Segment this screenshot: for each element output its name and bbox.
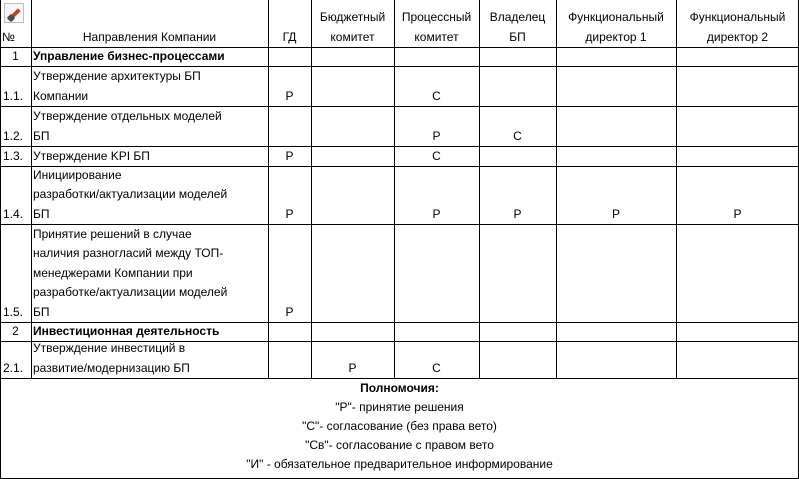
role-cell-gd[interactable]: Р (285, 304, 294, 319)
role-cell-process[interactable] (394, 48, 479, 66)
row-direction[interactable] (31, 48, 268, 66)
header-functional-director-1-line: Функциональный (568, 10, 664, 24)
row-direction[interactable] (31, 107, 268, 146)
role-cell-gd[interactable] (268, 342, 311, 378)
role-cell-func2[interactable] (676, 342, 799, 378)
row-direction-line: Утверждение KPI БП (33, 148, 150, 163)
row-number[interactable]: 1.5. (3, 304, 24, 319)
row-direction[interactable] (31, 167, 268, 224)
role-cell-func2[interactable] (676, 107, 799, 146)
role-cell-func1[interactable]: Р (611, 206, 620, 221)
row-direction-line: БП (33, 206, 50, 221)
role-cell-func1[interactable] (556, 107, 676, 146)
role-cell-owner[interactable] (479, 225, 556, 322)
header-direction[interactable]: Направления Компании (82, 29, 217, 44)
row-direction-line: наличия разногласий между ТОП- (33, 246, 224, 260)
row-number[interactable]: 1.3. (3, 148, 24, 163)
row-direction-line: Компании (33, 88, 89, 103)
row-direction-line: Утверждение инвестиций в (33, 342, 186, 355)
role-cell-func2[interactable] (676, 67, 799, 106)
role-cell-func1[interactable] (556, 323, 676, 341)
role-cell-func1[interactable] (556, 225, 676, 322)
row-direction-line: разработке/актуализации моделей (33, 285, 228, 299)
role-cell-budget[interactable] (311, 147, 394, 166)
role-cell-budget[interactable] (311, 323, 394, 341)
header-process-committee[interactable] (394, 0, 479, 47)
row-direction-line: разработки/актуализации моделей (33, 187, 228, 201)
role-cell-func2[interactable]: Р (733, 206, 742, 221)
role-cell-process[interactable]: С (432, 360, 441, 375)
role-cell-func2[interactable] (676, 225, 799, 322)
legend-item: "Св"- согласование с правом вето (305, 438, 494, 452)
row-direction-line: развитие/модернизацию БП (33, 360, 190, 375)
legend-item: "И" - обязательное предварительное информирование (246, 457, 553, 471)
header-process-owner[interactable] (479, 0, 556, 47)
row-direction-line: БП (33, 128, 50, 143)
role-cell-process[interactable]: Р (432, 206, 441, 221)
header-budget-committee[interactable] (311, 0, 394, 47)
role-cell-owner[interactable] (479, 147, 556, 166)
header-process-owner-line: БП (509, 29, 526, 44)
legend-item: "Р"- принятие решения (335, 400, 464, 414)
header-functional-director-1[interactable] (556, 0, 676, 47)
row-direction-line: Инвестиционная деятельность (33, 323, 220, 338)
header-functional-director-1-line: директор 1 (585, 29, 647, 44)
role-cell-owner[interactable] (479, 323, 556, 341)
role-cell-process[interactable] (394, 323, 479, 341)
legend (0, 379, 799, 474)
role-cell-budget[interactable] (311, 67, 394, 106)
header-budget-committee-line: комитет (330, 29, 375, 44)
row-direction-line: Утверждение архитектуры БП (33, 69, 201, 83)
role-cell-gd[interactable]: Р (285, 206, 294, 221)
row-direction-line: Управление бизнес-процессами (33, 48, 225, 63)
row-direction-line: менеджерами Компании при (33, 265, 193, 280)
row-direction-line: Принятие решений в случае (33, 226, 192, 241)
role-cell-func1[interactable] (556, 342, 676, 378)
role-cell-gd[interactable]: Р (285, 88, 294, 103)
role-cell-process[interactable]: С (432, 88, 441, 103)
row-direction-line: Инициирование (33, 167, 122, 182)
row-direction-line: БП (33, 304, 50, 319)
role-cell-budget[interactable] (311, 48, 394, 66)
role-cell-owner[interactable]: Р (513, 206, 522, 221)
header-budget-committee-line: Бюджетный (319, 10, 386, 24)
role-cell-budget[interactable]: Р (348, 360, 357, 375)
header-gd[interactable]: ГД (282, 29, 297, 44)
row-number[interactable]: 1.4. (3, 206, 24, 221)
row-direction[interactable] (31, 225, 268, 322)
header-functional-director-2-line: директор 2 (706, 29, 769, 44)
role-cell-owner[interactable] (479, 342, 556, 378)
role-cell-func1[interactable] (556, 48, 676, 66)
row-direction[interactable] (31, 147, 268, 166)
row-direction[interactable] (31, 342, 268, 378)
row-number[interactable]: 2.1. (3, 360, 24, 375)
row-number[interactable]: 2 (12, 323, 19, 338)
role-cell-func2[interactable] (676, 48, 799, 66)
row-number[interactable]: 1.1. (3, 88, 24, 103)
row-number[interactable]: 1 (12, 48, 19, 63)
role-cell-budget[interactable] (311, 225, 394, 322)
role-cell-owner[interactable] (479, 48, 556, 66)
header-process-committee-line: Процессный (401, 10, 472, 24)
header-functional-director-2-line: Функциональный (689, 10, 786, 24)
role-cell-gd[interactable]: Р (285, 148, 294, 163)
role-cell-func1[interactable] (556, 67, 676, 106)
header-process-owner-line: Владелец (489, 10, 546, 24)
role-cell-func1[interactable] (556, 147, 676, 166)
role-cell-func2[interactable] (676, 323, 799, 341)
role-cell-process[interactable]: Р (432, 128, 441, 143)
row-direction[interactable] (31, 323, 268, 341)
header-process-committee-line: комитет (414, 29, 459, 44)
row-number[interactable]: 1.2. (3, 128, 24, 143)
role-cell-budget[interactable] (311, 107, 394, 146)
role-cell-budget[interactable] (311, 167, 394, 224)
header-no[interactable]: № (2, 29, 15, 44)
role-cell-process[interactable]: С (432, 148, 441, 163)
role-cell-owner[interactable]: С (513, 128, 522, 143)
role-cell-gd[interactable] (268, 323, 311, 341)
role-cell-gd[interactable] (268, 48, 311, 66)
header-functional-director-2[interactable] (676, 0, 799, 47)
role-cell-gd[interactable] (268, 107, 311, 146)
row-direction-line: Утверждение отдельных моделей (33, 109, 222, 123)
legend-item: "С"- согласование (без права вето) (302, 419, 497, 433)
legend-title: Полномочия: (360, 381, 439, 395)
role-cell-owner[interactable] (479, 67, 556, 106)
row-direction[interactable] (31, 67, 268, 106)
role-cell-func2[interactable] (676, 147, 799, 166)
role-cell-process[interactable] (394, 225, 479, 322)
